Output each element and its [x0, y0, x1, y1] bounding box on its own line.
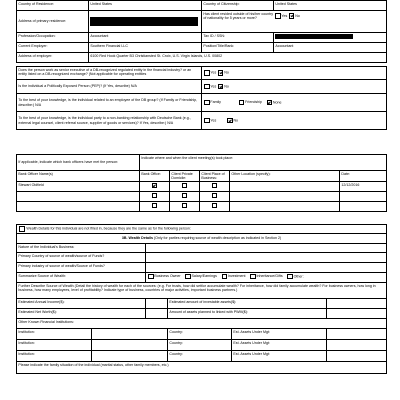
pep-question: Is the individual a Politically Exposed Person (PEP)? (If Yes, describe) N/A	[17, 80, 202, 94]
wealth-section-title: 3B. Wealth Details	[121, 236, 153, 241]
est-assets-label: Est. Assets Under Mgt:	[232, 329, 327, 340]
client-private-cell	[170, 182, 200, 192]
primary-country-value[interactable]	[146, 253, 387, 263]
non-banking-no-checkbox[interactable]	[227, 118, 232, 123]
investment-label: Investment	[227, 274, 246, 279]
country-of-citizenship-label: Country of Citizenship:	[202, 1, 274, 11]
client-private-checkbox[interactable]	[182, 203, 187, 208]
client-business-checkbox[interactable]	[212, 193, 217, 198]
profession-value[interactable]: Accountant	[89, 33, 202, 43]
wealth-notice-cell	[17, 225, 387, 234]
officer-name-cell[interactable]: Stewart Oldfield	[17, 182, 140, 192]
col-officer-header: Bank Officer Name(s)	[17, 171, 140, 182]
country-label: Country:	[168, 340, 232, 351]
col-date-header: Date:	[340, 171, 387, 182]
meeting-date-cell[interactable]	[340, 202, 387, 212]
primary-industry-value[interactable]	[146, 263, 387, 273]
client-private-cell	[170, 202, 200, 212]
pep-yes-label: Yes	[210, 84, 217, 89]
profession-label: Profession/Occupation:	[17, 33, 89, 43]
est-assets-value[interactable]	[327, 340, 387, 351]
tax-id-label: Tax ID / SSN:	[202, 33, 274, 43]
other-location-cell[interactable]	[230, 202, 340, 212]
est-assets-label: Est. Assets Under Mgt:	[232, 340, 327, 351]
col-bank-office-header: Bank Office:	[140, 171, 170, 182]
db-relation-friendship-label: Friendship	[245, 100, 262, 105]
senior-executive-answer	[202, 67, 387, 80]
other-source-label: Other:	[293, 274, 304, 279]
employer-address-label: Address of employer:	[17, 53, 89, 63]
non-banking-yes-checkbox[interactable]	[204, 118, 209, 123]
institution-value[interactable]	[92, 329, 168, 340]
investable-assets-label: Estimated amount of investable assets($):	[168, 299, 327, 309]
institution-label: Institution:	[17, 340, 92, 351]
officer-name-cell[interactable]	[17, 202, 140, 212]
pep-yes-checkbox[interactable]	[204, 84, 209, 89]
senior-executive-no-label: No	[224, 70, 229, 75]
bank-office-cell	[140, 182, 170, 192]
assets-linked-label: Amount of assets planned to linked with PWM($):	[168, 309, 327, 319]
db-relation-none-checkbox[interactable]	[267, 100, 272, 105]
resided-outside-label: Has client resided outside of his/her country of nationality for 5 years or more?	[203, 11, 274, 20]
tax-id-value[interactable]	[274, 33, 387, 43]
officer-name-cell[interactable]	[17, 192, 140, 202]
bank-office-checkbox[interactable]	[152, 203, 157, 208]
client-private-checkbox[interactable]	[182, 193, 187, 198]
client-business-cell	[200, 202, 230, 212]
est-assets-label: Est. Assets Under Mgt:	[232, 351, 327, 362]
db-relation-answer	[202, 94, 387, 112]
client-business-checkbox[interactable]	[212, 203, 217, 208]
pep-no-checkbox[interactable]	[218, 84, 223, 89]
country-of-citizenship-value[interactable]: United States	[274, 1, 387, 11]
meeting-date-cell[interactable]	[340, 192, 387, 202]
position-value[interactable]: Accountant	[274, 43, 387, 53]
est-assets-value[interactable]	[327, 351, 387, 362]
employer-address-value[interactable]: 6100 Red Hook Quarter B3 Christiansted St. Croix, U.S. Virgin Islands, U.S. 00802	[89, 53, 387, 63]
bank-office-cell	[140, 192, 170, 202]
senior-executive-no-checkbox[interactable]	[218, 70, 223, 75]
meeting-date-cell[interactable]: 12/12/2016	[340, 182, 387, 192]
inheritance-checkbox[interactable]	[250, 274, 255, 279]
screening-questions-section	[16, 66, 386, 130]
address-value[interactable]	[89, 11, 202, 33]
other-location-cell[interactable]	[230, 182, 340, 192]
annual-income-label: Estimated Annual Income($):	[17, 299, 146, 309]
institution-label: Institution:	[17, 329, 92, 340]
bank-office-checkbox[interactable]	[152, 193, 157, 198]
country-label: Country:	[168, 351, 232, 362]
form-page	[16, 0, 386, 400]
institution-row	[17, 340, 387, 351]
business-owner-label: Business Owner	[154, 274, 181, 279]
non-banking-yes-label: Yes	[210, 118, 217, 123]
col-client-private-header: Client Private Domicile:	[170, 171, 200, 182]
client-business-cell	[200, 182, 230, 192]
institution-label: Institution:	[17, 351, 92, 362]
pep-no-label: No	[224, 84, 229, 89]
assets-linked-value[interactable]	[327, 309, 387, 319]
db-relation-none-label: None	[272, 100, 282, 105]
summarize-wealth-label: Summarize Source of Wealth:	[17, 273, 146, 283]
meeting-where-when: Indicate where and when the client meeting(s) took place:	[140, 155, 387, 171]
wealth-section-header	[17, 234, 387, 244]
db-relation-family-label: Family	[210, 100, 221, 105]
non-banking-question: To the best of your knowledge, is the individual party to a non-banking relationship with Deutsche Bank (e.g., external legal counsel, client referral source, supplier of goods or services)? If Yes, describe:) N/A	[17, 112, 202, 130]
wealth-notice-text: Wealth Details for this individual are not filled in, because they are the same as for the following person:	[26, 226, 191, 231]
other-source-checkbox[interactable]	[287, 274, 292, 279]
bank-office-checkbox[interactable]	[152, 183, 157, 188]
client-business-cell	[200, 192, 230, 202]
investment-checkbox[interactable]	[222, 274, 227, 279]
address-label: Address of primary residence:	[17, 11, 89, 33]
inheritance-label: Inheritance/Gifts	[256, 274, 283, 279]
salary-checkbox[interactable]	[185, 274, 190, 279]
resided-outside-yes-label: Yes	[281, 13, 288, 18]
non-banking-no-label: No	[233, 118, 239, 123]
position-label: Position/Title/Rank:	[202, 43, 274, 53]
col-client-business-header: Client Place of Business:	[200, 171, 230, 182]
resided-outside-yes-checkbox[interactable]	[275, 13, 280, 18]
further-describe-wealth[interactable]: Further Describe Source of Wealth (Detail the history of wealth for each of the sources: (e.g. For trusts, how did settlor accumulate wealth? For inheritance, how did family accumulate wealth? For business owners, how long in business, how many employees, level of profitability? Indicate type of business, countries of major activities, important business partners.)	[17, 283, 387, 299]
client-private-cell	[170, 192, 200, 202]
resided-outside-no-checkbox[interactable]	[289, 13, 294, 18]
redacted-tax-id-block	[275, 34, 353, 39]
primary-industry-label: Primary industry of source of wealth/Source of Funds?	[17, 263, 146, 273]
family-situation-label[interactable]: Please indicate the family situation of the individual (marital status, other family members, etc.)	[17, 362, 387, 374]
employer-value[interactable]: Southern Financial LLC	[89, 43, 202, 53]
employer-label: Current Employer:	[17, 43, 89, 53]
personal-details-section	[16, 0, 386, 63]
meeting-row	[17, 182, 387, 192]
institution-row	[17, 351, 387, 362]
officers-met-intro: If applicable, indicate which bank officers have met the person:	[17, 155, 140, 171]
country-of-residence-label: Country of Residence:	[17, 1, 89, 11]
other-location-cell[interactable]	[230, 192, 340, 202]
net-worth-label: Estimated Net Worth($):	[17, 309, 146, 319]
db-relation-question: To the best of your knowledge, is the individual related to an employee of the DB group? (If Family or Friendship, describe:) N/A	[17, 94, 202, 112]
meetings-section	[16, 154, 386, 212]
bank-office-cell	[140, 202, 170, 212]
senior-executive-yes-checkbox[interactable]	[204, 70, 209, 75]
senior-executive-question: Does the person work as senior executive of a DB-recognized regulated entity in the financial industry? or an entity listed on a DB-recognized exchange? (Not applicable for operating entities	[17, 67, 202, 80]
business-owner-checkbox[interactable]	[148, 274, 153, 279]
annual-income-value[interactable]	[146, 299, 168, 309]
client-business-checkbox[interactable]	[212, 183, 217, 188]
senior-executive-yes-label: Yes	[210, 70, 217, 75]
institution-row	[17, 329, 387, 340]
db-relation-friendship-checkbox[interactable]	[239, 100, 244, 105]
summarize-wealth-options	[146, 273, 387, 283]
redacted-address-block	[90, 17, 198, 26]
nature-of-business-label: Nature of the Individual's Business:	[17, 244, 146, 253]
pep-answer	[202, 80, 387, 94]
resided-outside-cell	[202, 11, 387, 33]
country-of-residence-value[interactable]: United States	[89, 1, 202, 11]
wealth-section-note: (Only for parties requiring source of wealth description as indicated in Section 2)	[153, 236, 282, 241]
institution-value[interactable]	[92, 340, 168, 351]
col-other-header: Other Location (specify):	[230, 171, 340, 182]
investable-assets-value[interactable]	[327, 299, 387, 309]
salary-label: Salary/Earnings	[191, 274, 217, 279]
db-relation-family-checkbox[interactable]	[204, 100, 209, 105]
est-assets-value[interactable]	[327, 329, 387, 340]
net-worth-value[interactable]	[146, 309, 168, 319]
non-banking-answer	[202, 112, 387, 130]
other-institutions-label: Other Known Financial Institutions:	[17, 319, 387, 329]
institution-value[interactable]	[92, 351, 168, 362]
country-label: Country:	[168, 329, 232, 340]
client-private-checkbox[interactable]	[182, 183, 187, 188]
wealth-same-as-checkbox[interactable]	[19, 226, 24, 231]
primary-country-label: Primary Country of source of wealth/source of Funds?	[17, 253, 146, 263]
meeting-row	[17, 202, 387, 212]
resided-outside-no-label: No	[295, 13, 300, 18]
meeting-row	[17, 192, 387, 202]
wealth-section	[16, 224, 386, 374]
nature-of-business-value[interactable]	[146, 244, 387, 253]
